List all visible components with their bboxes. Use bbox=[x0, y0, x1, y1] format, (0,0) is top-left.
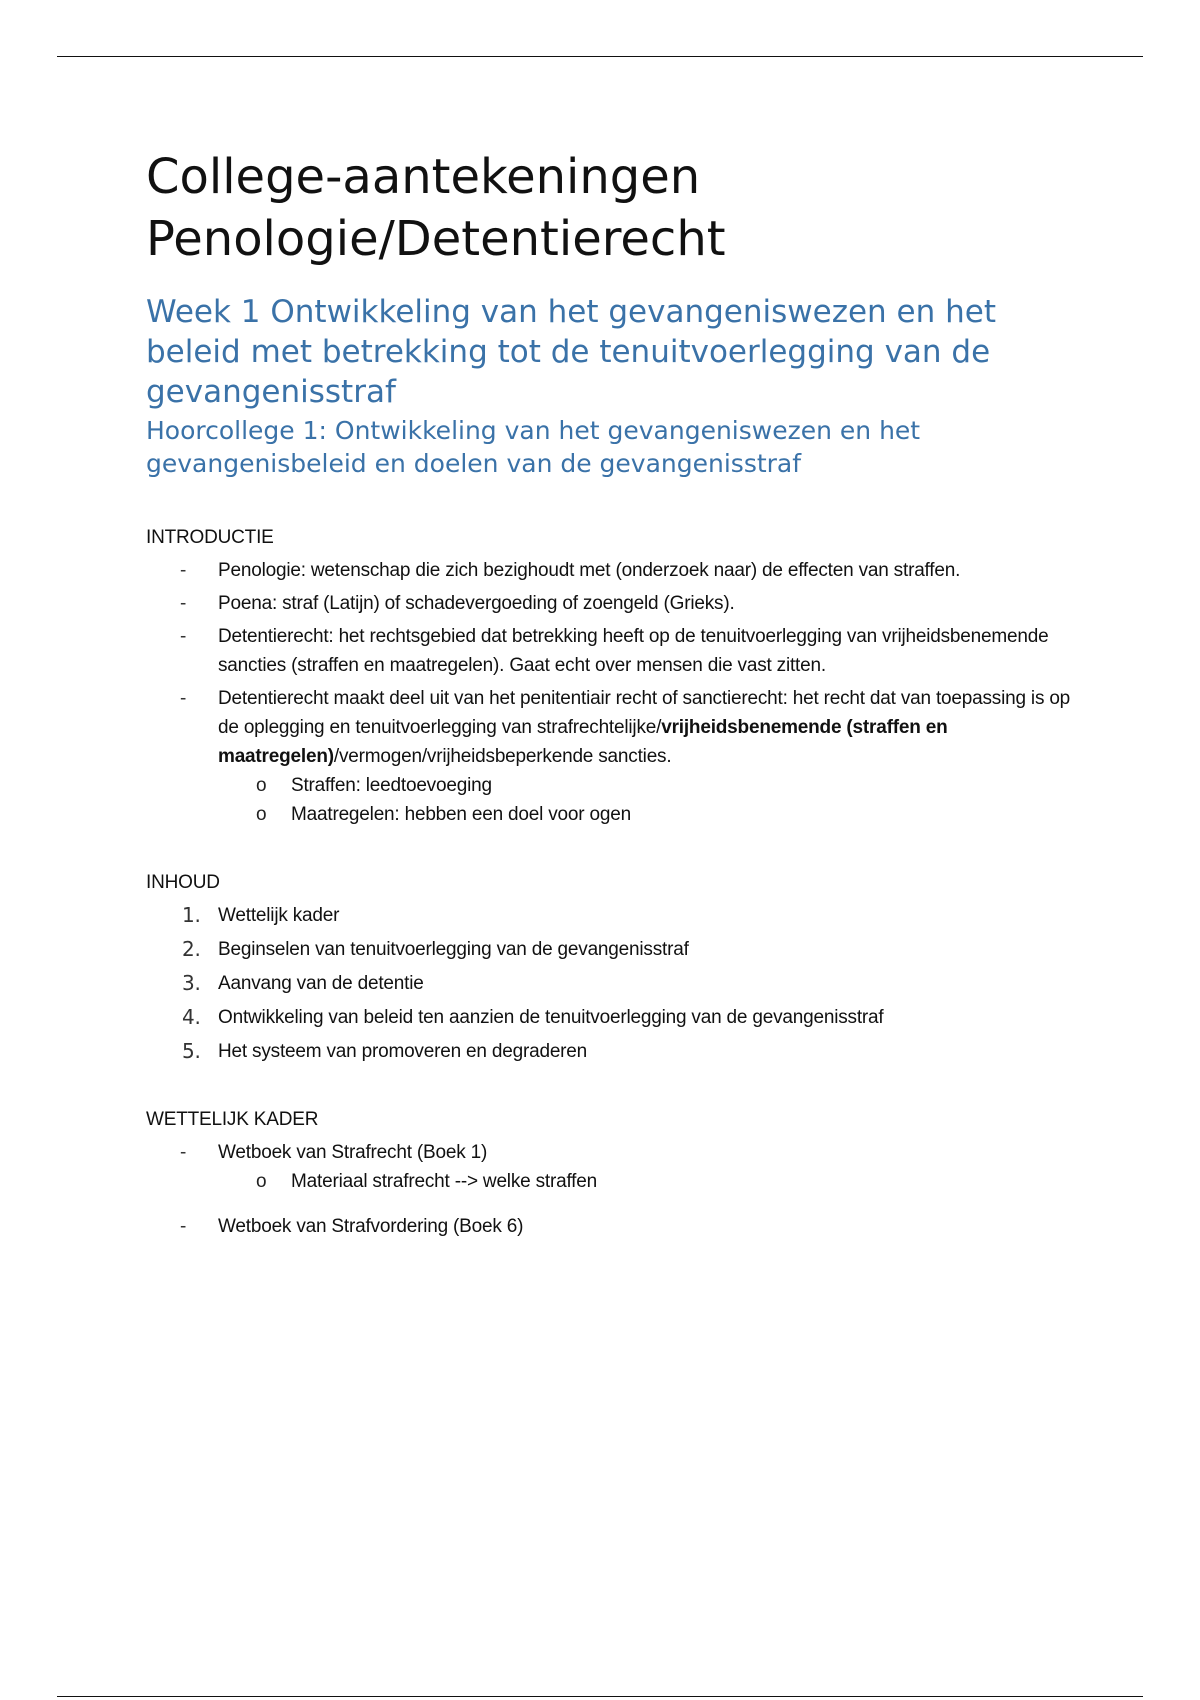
section-label-wettelijk-kader: WETTELIJK KADER bbox=[146, 1109, 319, 1130]
circle-bullet: o bbox=[256, 775, 267, 796]
sub-list-item bbox=[146, 800, 1076, 829]
sub-list-item bbox=[146, 771, 1076, 800]
sub-list bbox=[218, 1167, 1076, 1196]
numbered-item-text: Wettelijk kader bbox=[218, 905, 340, 926]
bottom-rule bbox=[57, 1696, 1143, 1697]
title-line-1: College-aantekeningen bbox=[146, 149, 701, 205]
list-item bbox=[146, 684, 1076, 829]
document-page bbox=[146, 146, 1076, 1245]
dash-bullet: - bbox=[180, 593, 187, 614]
numbered-item-text: Het systeem van promoveren en degraderen bbox=[218, 1041, 588, 1062]
section-label-introductie: INTRODUCTIE bbox=[146, 527, 274, 548]
item-number: 3. bbox=[182, 971, 201, 995]
numbered-item bbox=[146, 935, 1076, 964]
dash-bullet: - bbox=[180, 688, 187, 709]
dash-bullet: - bbox=[180, 560, 187, 581]
sub-list-item-text: Straffen: leedtoevoeging bbox=[291, 775, 492, 796]
top-rule bbox=[57, 56, 1143, 57]
title-line-2: Penologie/Detentierecht bbox=[146, 211, 726, 267]
dash-bullet: - bbox=[180, 1216, 187, 1237]
list-item bbox=[146, 622, 1076, 680]
list-item bbox=[146, 1212, 1076, 1241]
sub-list-item bbox=[146, 1167, 1076, 1196]
sub-list-item-text: Maatregelen: hebben een doel voor ogen bbox=[291, 804, 631, 825]
intro-list bbox=[146, 556, 1076, 829]
lecture-heading: Hoorcollege 1: Ontwikkeling van het gevangeniswezen en het gevangenisbeleid en doelen van de gevangenisstraf bbox=[146, 416, 921, 478]
list-item-text: Wetboek van Strafvordering (Boek 6) bbox=[218, 1216, 524, 1237]
list-item-text: Poena: straf (Latijn) of schadevergoeding of zoengeld (Grieks). bbox=[218, 593, 735, 614]
list-item bbox=[146, 1138, 1076, 1196]
numbered-item bbox=[146, 901, 1076, 930]
list-item-text bbox=[218, 688, 1070, 767]
numbered-item-text: Ontwikkeling van beleid ten aanzien de tenuitvoerlegging van de gevangenisstraf bbox=[218, 1007, 884, 1028]
dash-bullet: - bbox=[180, 1142, 187, 1163]
dash-bullet: - bbox=[180, 626, 187, 647]
circle-bullet: o bbox=[256, 1171, 267, 1192]
numbered-item bbox=[146, 969, 1076, 998]
section-label-inhoud: INHOUD bbox=[146, 872, 220, 893]
week-heading: Week 1 Ontwikkeling van het gevangeniswezen en het beleid met betrekking tot de tenuitvoerlegging van de gevangenisstraf bbox=[146, 294, 997, 410]
bold-text-run: vrijheidsbenemende (straffen en maatregelen) bbox=[218, 717, 948, 767]
numbered-item bbox=[146, 1037, 1076, 1066]
item-number: 1. bbox=[182, 903, 201, 927]
text-run: Detentierecht maakt deel uit van het penitentiair recht of sanctierecht: het recht dat van toepassing is op de oplegging en tenuitvoerlegging van strafrechtelijke/ bbox=[218, 688, 1071, 738]
list-item-text: Detentierecht: het rechtsgebied dat betrekking heeft op de tenuitvoerlegging van vrijheidsbenemende sancties (straffen en maatregelen). Gaat echt over mensen die vast zitten. bbox=[218, 626, 1049, 676]
item-number: 2. bbox=[182, 937, 201, 961]
inhoud-list bbox=[146, 901, 1076, 1066]
text-run: /vermogen/vrijheidsbeperkende sancties. bbox=[333, 746, 672, 767]
list-item-text: Penologie: wetenschap die zich bezighoudt met (onderzoek naar) de effecten van straffen. bbox=[218, 560, 961, 581]
item-number: 5. bbox=[182, 1039, 201, 1063]
list-item bbox=[146, 589, 1076, 618]
item-number: 4. bbox=[182, 1005, 201, 1029]
sub-list-item-text: Materiaal strafrecht --> welke straffen bbox=[291, 1171, 597, 1192]
sub-list bbox=[218, 771, 1076, 829]
kader-list bbox=[146, 1138, 1076, 1241]
list-item bbox=[146, 556, 1076, 585]
numbered-item-text: Beginselen van tenuitvoerlegging van de gevangenisstraf bbox=[218, 939, 689, 960]
document-title bbox=[146, 146, 1076, 270]
numbered-item bbox=[146, 1003, 1076, 1032]
numbered-item-text: Aanvang van de detentie bbox=[218, 973, 424, 994]
circle-bullet: o bbox=[256, 804, 267, 825]
list-item-text: Wetboek van Strafrecht (Boek 1) bbox=[218, 1142, 488, 1163]
